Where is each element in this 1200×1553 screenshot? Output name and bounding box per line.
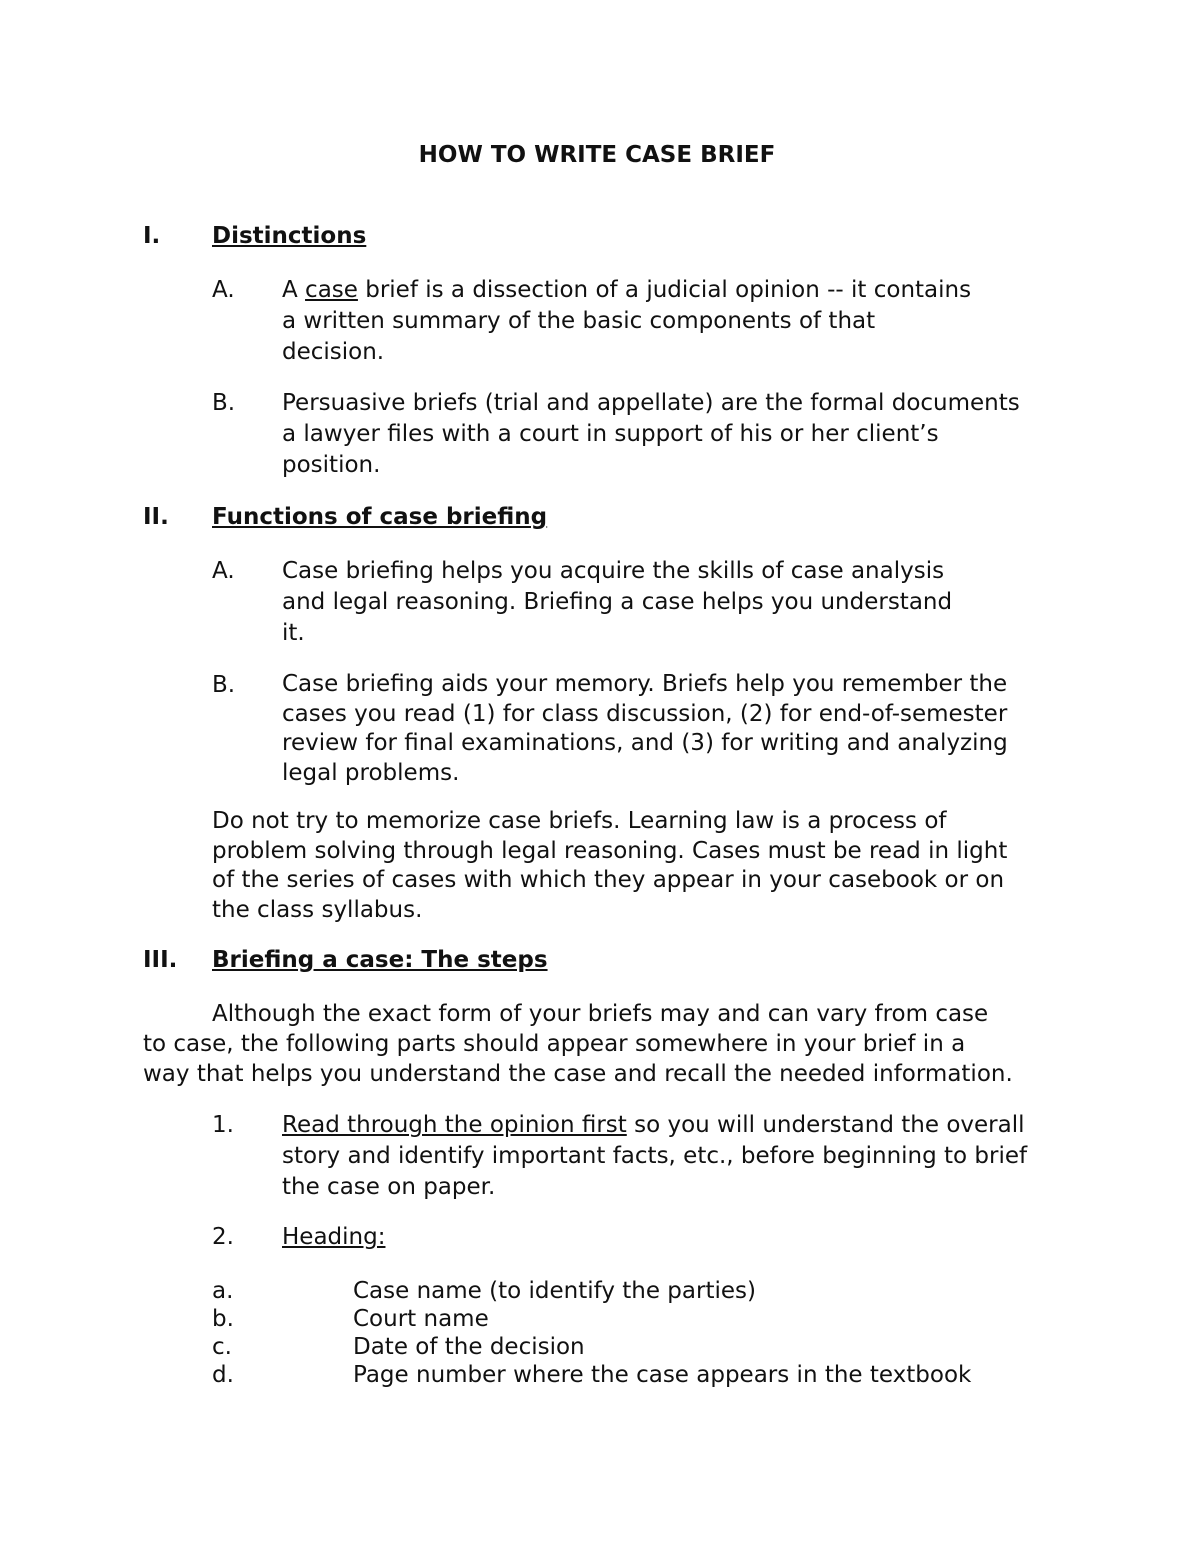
section-number: I. bbox=[143, 223, 161, 249]
item-label: B. bbox=[212, 390, 236, 416]
subitem bbox=[0, 1305, 1200, 1333]
item-text bbox=[282, 556, 952, 649]
document-title: HOW TO WRITE CASE BRIEF bbox=[418, 142, 776, 168]
paragraph-line: the class syllabus. bbox=[212, 896, 423, 923]
item-line: legal problems. bbox=[282, 759, 460, 786]
item-text bbox=[282, 388, 1020, 481]
subitem-label: b. bbox=[212, 1306, 234, 1332]
paragraph-line: to case, the following parts should appear somewhere in your brief in a bbox=[143, 1031, 966, 1057]
paragraph-line: of the series of cases with which they appear in your casebook or on bbox=[212, 867, 1005, 893]
subitem bbox=[0, 1361, 1200, 1389]
subitem bbox=[0, 1277, 1200, 1305]
step-line: so you will understand the overall bbox=[626, 1112, 1025, 1138]
item-line: review for final examinations, and (3) for writing and analyzing bbox=[282, 730, 1008, 756]
item-line: decision. bbox=[282, 339, 385, 365]
step-text bbox=[282, 1222, 385, 1253]
item-line: Persuasive briefs (trial and appellate) are the formal documents bbox=[282, 390, 1020, 416]
subitem bbox=[0, 1333, 1200, 1361]
subitem-label: d. bbox=[212, 1362, 234, 1388]
step-line: the case on paper. bbox=[282, 1174, 496, 1200]
subitem-label: c. bbox=[212, 1334, 232, 1360]
step-text bbox=[282, 1110, 1027, 1203]
item-line: brief is a dissection of a judicial opinion -- it contains bbox=[357, 277, 972, 303]
item-line: it. bbox=[282, 620, 305, 646]
item-text bbox=[282, 670, 1008, 788]
section-title: Functions of case briefing bbox=[212, 504, 548, 530]
item-label: A. bbox=[212, 277, 235, 303]
underlined-phrase: Read through the opinion first bbox=[282, 1112, 627, 1138]
item-text-prefix: A bbox=[282, 277, 306, 303]
item-line: and legal reasoning. Briefing a case helps you understand bbox=[282, 589, 953, 615]
item-line: Case briefing helps you acquire the skills of case analysis bbox=[282, 558, 945, 584]
subitem-text: Case name (to identify the parties) bbox=[353, 1278, 756, 1304]
step-label: 1. bbox=[212, 1112, 234, 1138]
paragraph-line: Although the exact form of your briefs may and can vary from case bbox=[212, 1001, 989, 1027]
item-line: Case briefing aids your memory. Briefs help you remember the bbox=[282, 671, 1008, 697]
item-label: B. bbox=[212, 672, 236, 698]
item-label: A. bbox=[212, 558, 235, 584]
paragraph-line: problem solving through legal reasoning. Cases must be read in light bbox=[212, 837, 1008, 864]
note-paragraph bbox=[212, 807, 1007, 925]
underlined-term: case bbox=[305, 277, 358, 303]
section-title: Briefing a case: The steps bbox=[212, 947, 548, 973]
intro-paragraph bbox=[143, 999, 1013, 1089]
paragraph-line: Do not try to memorize case briefs. Learning law is a process of bbox=[212, 808, 947, 834]
item-line: cases you read (1) for class discussion, (2) for end-of-semester bbox=[282, 700, 1008, 727]
subitem-text: Date of the decision bbox=[353, 1334, 585, 1360]
subitem-text: Court name bbox=[353, 1306, 489, 1332]
paragraph-line: way that helps you understand the case and recall the needed information. bbox=[143, 1061, 1013, 1087]
underlined-phrase: Heading: bbox=[282, 1224, 386, 1250]
step-label: 2. bbox=[212, 1224, 234, 1250]
item-line: a lawyer files with a court in support of his or her client’s bbox=[282, 421, 939, 447]
item-text bbox=[282, 275, 971, 368]
subitem-text: Page number where the case appears in the textbook bbox=[353, 1362, 972, 1388]
section-title: Distinctions bbox=[212, 223, 367, 249]
section-number: III. bbox=[143, 947, 178, 973]
item-line: position. bbox=[282, 452, 381, 478]
subitem-label: a. bbox=[212, 1278, 234, 1304]
item-line: a written summary of the basic components of that bbox=[282, 308, 876, 334]
step-line: story and identify important facts, etc., before beginning to brief bbox=[282, 1143, 1028, 1169]
section-number: II. bbox=[143, 504, 169, 530]
heading-subitems bbox=[0, 1277, 1200, 1389]
